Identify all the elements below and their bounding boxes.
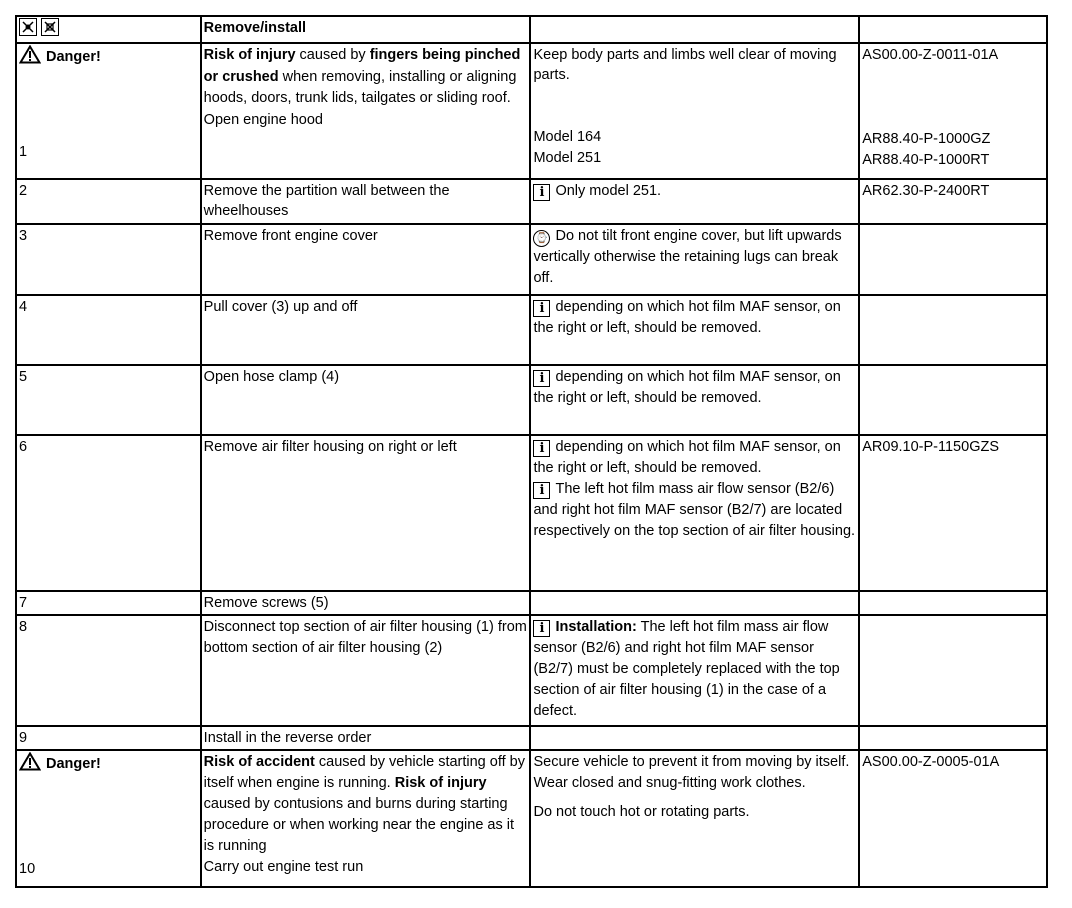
step-note: Do not tilt front engine cover, but lift upwards vertically otherwise the retaining lugs can break off.: [533, 228, 842, 287]
step-action: Open hose clamp (4): [201, 365, 531, 435]
table-row: [16, 750, 1047, 887]
ref-empty: [859, 591, 1047, 615]
step-number: 3: [16, 224, 201, 294]
safety-ref[interactable]: AS00.00-Z-0011-01A: [862, 47, 999, 64]
info-icon: i: [533, 440, 550, 457]
table-row: [16, 615, 1047, 725]
table-row: [16, 224, 1047, 294]
header-title: Remove/install: [201, 16, 531, 43]
step-note: depending on which hot film MAF sensor, on the right or left, should be removed.: [533, 298, 841, 336]
note-empty: [530, 726, 859, 750]
model-251: Model 251: [533, 150, 602, 167]
info-icon: i: [533, 482, 550, 499]
wrench-tool-icon: [19, 18, 37, 36]
caution-clock-icon: ⌚: [533, 230, 550, 247]
step-number: 6: [16, 435, 201, 591]
step-number: 1: [19, 144, 28, 161]
ref-empty: [859, 726, 1047, 750]
step-number: 2: [16, 179, 201, 224]
puller-tool-icon: [41, 18, 59, 36]
note-empty: [530, 591, 859, 615]
hazard-text: Risk of injury caused by fingers being pinched or crushed when removing, installing or aligning hoods, doors, trunk lids, tailgates or sliding roof.: [203, 47, 521, 107]
step-note: depending on which hot film MAF sensor, on the right or left, should be removed.: [533, 438, 841, 476]
info-icon: i: [533, 370, 550, 387]
step-number: 5: [16, 365, 201, 435]
table-row: [16, 365, 1047, 435]
step-number: 7: [16, 591, 201, 615]
step-action: Remove screws (5): [201, 591, 531, 615]
step-action: Remove the partition wall between the wheelhouses: [201, 179, 531, 224]
ref-link[interactable]: AR88.40-P-1000RT: [862, 152, 990, 169]
step-note: The left hot film mass air flow sensor (B2/6) and right hot film MAF sensor (B2/7) must be completely replaced with the top section of air filter housing (1) in the case of a defect.: [533, 619, 840, 720]
table-row: [16, 435, 1047, 591]
danger-label: Danger!: [19, 752, 198, 775]
safety-measure: Secure vehicle to prevent it from moving by itself.: [533, 753, 850, 770]
info-icon: i: [533, 300, 550, 317]
table-row: [16, 591, 1047, 615]
step-number: 4: [16, 295, 201, 365]
header-row: [16, 16, 1047, 43]
safety-measure: Keep body parts and limbs well clear of moving parts.: [533, 47, 837, 84]
installation-label: Installation:: [555, 619, 637, 636]
ref-empty: [859, 615, 1047, 725]
step-number: 8: [16, 615, 201, 725]
table-row: [16, 295, 1047, 365]
tool-icons-cell: [16, 16, 201, 43]
ref-empty: [859, 295, 1047, 365]
procedure-table: [15, 15, 1048, 888]
table-row: [16, 179, 1047, 224]
step-note-2: The left hot film mass air flow sensor (B2/6) and right hot film MAF sensor (B2/7) are located respectively on the top section of air filter housing.: [533, 480, 856, 539]
info-icon: i: [533, 620, 550, 637]
step-action: Pull cover (3) up and off: [201, 295, 531, 365]
header-empty-4: [859, 16, 1047, 43]
step-action: Carry out engine test run: [203, 858, 364, 875]
danger-label: Danger!: [19, 45, 198, 68]
step-note: depending on which hot film MAF sensor, on the right or left, should be removed.: [533, 368, 841, 406]
ref-link[interactable]: AR62.30-P-2400RT: [859, 179, 1047, 224]
ref-link[interactable]: AR88.40-P-1000GZ: [862, 131, 991, 148]
step-action: Open engine hood: [203, 111, 323, 128]
hazard-text: Risk of accident caused by vehicle starting off by itself when engine is running. Risk of injury caused by contusions and burns during starting procedure or when working near the engine as it is running: [203, 753, 525, 854]
info-icon: i: [533, 184, 550, 201]
model-164: Model 164: [533, 129, 602, 146]
ref-empty: [859, 365, 1047, 435]
ref-empty: [859, 224, 1047, 294]
table-row: [16, 43, 1047, 179]
step-action: Remove air filter housing on right or left: [201, 435, 531, 591]
warning-triangle-icon: [19, 45, 41, 64]
safety-ref[interactable]: AS00.00-Z-0005-01A: [859, 750, 1047, 887]
step-note: Only model 251.: [555, 183, 662, 200]
step-action: Remove front engine cover: [201, 224, 531, 294]
header-empty-3: [530, 16, 859, 43]
step-action: Disconnect top section of air filter housing (1) from bottom section of air filter housing (2): [201, 615, 531, 725]
table-row: [16, 726, 1047, 750]
safety-measure: Do not touch hot or rotating parts.: [533, 803, 750, 820]
step-action: Install in the reverse order: [201, 726, 531, 750]
warning-triangle-icon: [19, 752, 41, 771]
step-number: 10: [19, 860, 36, 877]
ref-link[interactable]: AR09.10-P-1150GZS: [859, 435, 1047, 591]
step-number: 9: [16, 726, 201, 750]
safety-measure: Wear closed and snug-fitting work clothes.: [533, 774, 806, 791]
